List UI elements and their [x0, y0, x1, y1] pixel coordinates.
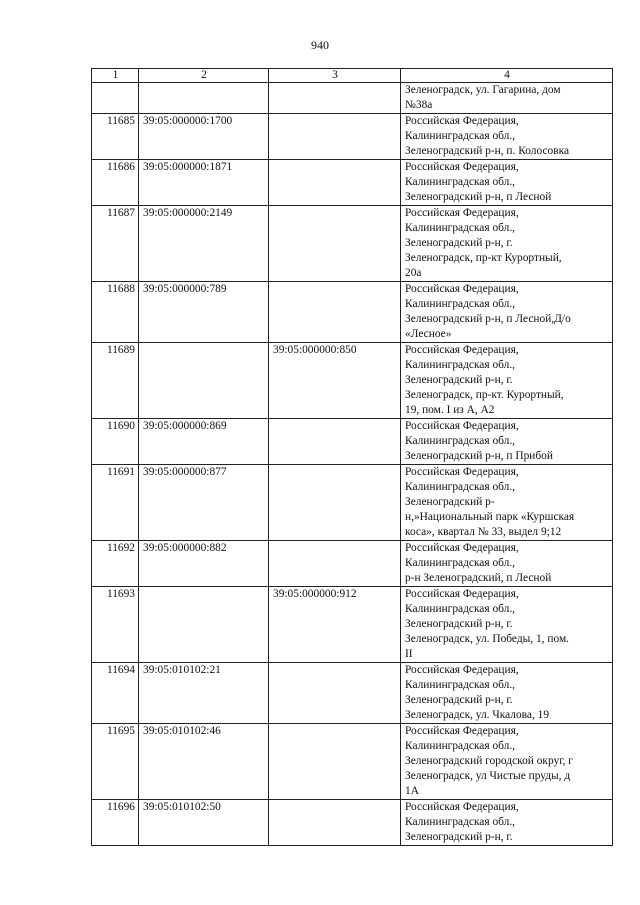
cadastral-number-col3	[269, 419, 401, 465]
registry-table	[91, 68, 613, 846]
cadastral-number-col2: 39:05:000000:1700	[139, 114, 269, 160]
cadastral-number-col3	[269, 724, 401, 800]
cadastral-number-col3: 39:05:000000:850	[269, 343, 401, 419]
cadastral-number-col2: 39:05:000000:1871	[139, 160, 269, 206]
row-number: 11686	[92, 160, 139, 206]
column-header-3: 3	[269, 69, 401, 83]
column-header-2: 2	[139, 69, 269, 83]
cadastral-number-col2	[139, 343, 269, 419]
table-row	[92, 800, 613, 846]
cadastral-number-col3	[269, 663, 401, 724]
column-header-1: 1	[92, 69, 139, 83]
table-row	[92, 83, 613, 114]
row-number: 11685	[92, 114, 139, 160]
row-number: 11691	[92, 465, 139, 541]
cadastral-number-col2: 39:05:010102:21	[139, 663, 269, 724]
cadastral-number-col2	[139, 587, 269, 663]
address: Российская Федерация, Калининградская обл., Зеленоградский р-н, г. Зеленоградск, ул. Победы, 1, пом. II	[401, 587, 613, 663]
row-number: 11694	[92, 663, 139, 724]
row-number: 11695	[92, 724, 139, 800]
row-number: 11690	[92, 419, 139, 465]
address: Российская Федерация, Калининградская обл., Зеленоградский р-н, г.	[401, 800, 613, 846]
cadastral-number-col2: 39:05:000000:882	[139, 541, 269, 587]
table-row	[92, 160, 613, 206]
table-row	[92, 663, 613, 724]
cadastral-number-col2: 39:05:000000:877	[139, 465, 269, 541]
cadastral-number-col2: 39:05:010102:46	[139, 724, 269, 800]
address: Российская Федерация, Калининградская обл., Зеленоградский р-н, п Лесной	[401, 160, 613, 206]
address: Российская Федерация, Калининградская обл., Зеленоградский р-н, г. Зеленоградск, пр-кт. Курортный, 19, пом. I из А, А2	[401, 343, 613, 419]
cadastral-number-col3	[269, 465, 401, 541]
cadastral-number-col2: 39:05:010102:50	[139, 800, 269, 846]
address: Российская Федерация, Калининградская обл., Зеленоградский р-н, г. Зеленоградск, ул. Чкалова, 19	[401, 663, 613, 724]
cadastral-number-col3	[269, 83, 401, 114]
row-number: 11687	[92, 206, 139, 282]
table-row	[92, 724, 613, 800]
address: Российская Федерация, Калининградская обл., р-н Зеленоградский, п Лесной	[401, 541, 613, 587]
table-row	[92, 465, 613, 541]
address: Российская Федерация, Калининградская обл., Зеленоградский р-н, п. Колосовка	[401, 114, 613, 160]
cadastral-number-col3	[269, 206, 401, 282]
table-row	[92, 587, 613, 663]
table-row	[92, 282, 613, 343]
page-number: 940	[311, 38, 329, 52]
cadastral-number-col3	[269, 282, 401, 343]
address: Российская Федерация, Калининградская обл., Зеленоградский р-н, п Лесной,Д/о «Лесное»	[401, 282, 613, 343]
table-row	[92, 419, 613, 465]
address: Российская Федерация, Калининградская обл., Зеленоградский городской округ, г Зеленоградск, ул Чистые пруды, д 1А	[401, 724, 613, 800]
row-number: 11692	[92, 541, 139, 587]
row-number: 11696	[92, 800, 139, 846]
cadastral-number-col2: 39:05:000000:869	[139, 419, 269, 465]
table-row	[92, 114, 613, 160]
row-number: 11689	[92, 343, 139, 419]
cadastral-number-col2	[139, 83, 269, 114]
cadastral-number-col3	[269, 114, 401, 160]
header-row	[92, 69, 613, 83]
address: Российская Федерация, Калининградская обл., Зеленоградский р-н, г. Зеленоградск, пр-кт Курортный, 20а	[401, 206, 613, 282]
table-row	[92, 206, 613, 282]
address: Зеленоградск, ул. Гагарина, дом №38а	[401, 83, 613, 114]
cadastral-number-col2: 39:05:000000:789	[139, 282, 269, 343]
table-row	[92, 343, 613, 419]
row-number	[92, 83, 139, 114]
address: Российская Федерация, Калининградская обл., Зеленоградский р- н,»Национальный парк «Куршская коса», квартал № 33, выдел 9;12	[401, 465, 613, 541]
cadastral-number-col3	[269, 541, 401, 587]
column-header-4: 4	[401, 69, 613, 83]
cadastral-number-col3	[269, 160, 401, 206]
cadastral-number-col3	[269, 800, 401, 846]
table-row	[92, 541, 613, 587]
cadastral-number-col2: 39:05:000000:2149	[139, 206, 269, 282]
cadastral-number-col3: 39:05:000000:912	[269, 587, 401, 663]
row-number: 11693	[92, 587, 139, 663]
address: Российская Федерация, Калининградская обл., Зеленоградский р-н, п Прибой	[401, 419, 613, 465]
row-number: 11688	[92, 282, 139, 343]
